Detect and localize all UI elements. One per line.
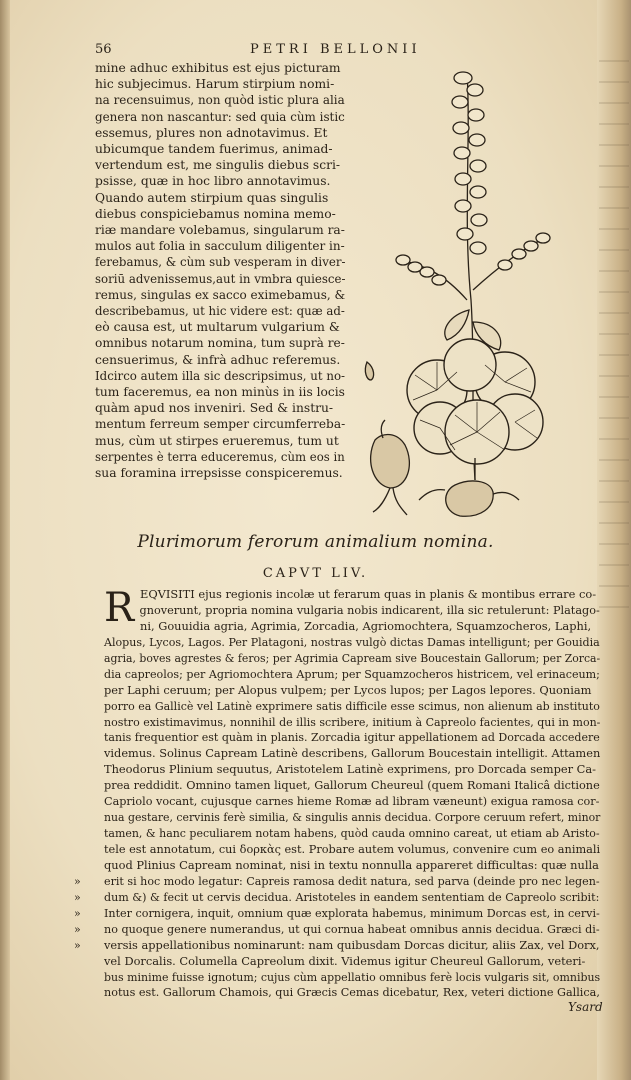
text-line: agria, boves agrestes & feros; per Agrimia Capream sive Boucestain Gallorum; per Zorca- — [104, 650, 601, 665]
text-line: ubicumque tandem fuerimus, animad- — [95, 142, 333, 157]
text-line: serpentes è terra educeremus, cùm eos in — [95, 449, 345, 464]
quote-mark: » — [74, 890, 81, 904]
text-line: genera non nascantur: sed quia cùm istic — [95, 109, 345, 124]
text-line: bus minime fuisse ignotum; cujus cùm appellatio omnibus ferè locis vulgaris sit, omnibus — [104, 969, 601, 984]
text-line: videmus. Solinus Capream Latinè describens, Gallorum Boucestain intelligit. Attamen — [104, 746, 601, 761]
text-line: gnoverunt, propria nomina vulgaria nobis indicarent, illa sic retulerunt: Platago- — [139, 602, 600, 617]
text-line: hic subjecimus. Harum stirpium nomi- — [95, 77, 335, 92]
text-line: Alopus, Lycos, Lagos. Per Platagoni, nostras vulgò dictas Damas intelligunt; per Gouidia — [104, 634, 600, 649]
text-line: nua gestare, cervinis ferè similia, & singulis annis decidua. Corpore ceruum refert, minor — [104, 810, 601, 825]
text-line: sua foramina irrepsisse conspiceremus. — [95, 466, 343, 481]
marginal-quote-marks — [74, 587, 94, 954]
drop-cap-initial: R — [104, 585, 135, 631]
text-line: Inter cornigera, inquit, omnium quæ explorata habemus, minimum Dorcas est, in cervi- — [104, 905, 600, 920]
text-line: essemus, plures non adnotavimus. Et — [95, 125, 328, 140]
plant-woodcut-illustration — [345, 60, 585, 520]
quote-mark: » — [74, 938, 81, 952]
text-line: mulos aut folia in sacculum diligenter in- — [95, 239, 345, 254]
chapter-body-text — [104, 587, 600, 1001]
text-line: censuerimus, & infrà adhuc referemus. — [95, 352, 341, 367]
text-line: ni, Gouuidia agria, Agrimia, Zorcadia, Agriomochtera, Squamzocheros, Laphi, — [140, 618, 592, 633]
text-line: tamen, & hanc peculiarem notam habens, quòd cauda omnino careat, ut etiam ab Aristo- — [104, 826, 600, 841]
text-line: prea reddidit. Omnino tamen liquet, Gallorum Cheureul (quem Romani Italicâ dictione — [104, 778, 600, 793]
text-line: psisse, quæ in hoc libro annotavimus. — [95, 174, 331, 189]
catchword: Ysard — [568, 1000, 603, 1014]
text-line: mentum ferreum semper circumferreba- — [95, 417, 346, 432]
text-line: porro ea Gallicè vel Latinè exprimere satis difficile esse scimus, non alienum ab instituto — [104, 698, 600, 713]
text-line: describebamus, ut hic videre est: quæ ad- — [95, 304, 345, 319]
text-line: EQVISITI ejus regionis incolæ ut ferarum quas in planis & montibus errare co- — [140, 587, 597, 601]
text-line: remus, singulas ex sacco eximebamus, & — [95, 287, 346, 302]
text-line: mus, cùm ut stirpes erueremus, tum ut — [95, 433, 339, 448]
chapter-heading: CAPVT LIV. — [262, 566, 369, 581]
text-line: vel Dorcalis. Columella Capreolum dixit. Videmus igitur Cheureul Gallorum, veteri- — [104, 953, 586, 968]
text-line: quod Plinius Capream nominat, nisi in textu nonnulla appareret difficultas: quæ nulla — [104, 857, 599, 872]
quote-mark: » — [74, 906, 81, 920]
text-line: per Laphi ceruum; per Alopus vulpem; per Lycos lupos; per Lagos lepores. Quoniam — [104, 682, 592, 697]
section-title: Plurimorum ferorum animalium nomina. — [137, 532, 494, 552]
text-line: versis appellationibus nominarunt: nam quibusdam Dorcas dicitur, aliis Zax, vel Dorx, — [104, 937, 600, 952]
text-line: dia capreolos; per Agriomochtera Aprum; per Squamzocheros histricem, vel erinaceum; — [104, 666, 600, 681]
text-line: Idcirco autem illa sic descripsimus, ut no- — [95, 368, 346, 383]
text-line: quàm apud nos inveniri. Sed & instru- — [95, 401, 334, 416]
text-line: diebus conspiciebamus nomina memo- — [95, 206, 336, 221]
text-line: mine adhuc exhibitus est ejus picturam — [95, 61, 341, 75]
text-line: tele est annotatum, cui δορκὰς est. Probare autem volumus, convenire cum eo animali — [104, 842, 601, 856]
text-line: Theodorus Plinium sequutus, Aristotelem Latinè exprimens, pro Dorcada semper Ca- — [104, 762, 597, 777]
text-line: Quando autem stirpium quas singulis — [95, 190, 329, 205]
text-line: ferebamus, & cùm sub vesperam in diver- — [95, 255, 346, 270]
text-line: soriū advenissemus,aut in vmbra quiesce- — [95, 271, 346, 286]
text-line: tum faceremus, ea non minùs in iis locis — [95, 385, 345, 400]
text-line: omnibus notarum nomina, tum suprà re- — [95, 336, 345, 351]
text-line: vertendum est, me singulis diebus scri- — [95, 158, 341, 173]
text-line: tanis frequentior est quàm in planis. Zorcadia igitur appellationem ad Dorcada accedere — [104, 730, 600, 745]
page-number: 56 — [95, 42, 112, 57]
text-line: nostro existimavimus, nonnihil de illis scribere, initium à Capreolo facientes, qui in mon- — [104, 714, 601, 729]
text-line: riæ mandare volebamus, singularum ra- — [95, 223, 345, 238]
text-line: na recensuimus, non quòd istic plura alia — [95, 93, 345, 108]
text-line: Capriolo vocant, cujusque carnes hieme Romæ ad libram væneunt) exigua ramosa cor- — [104, 794, 600, 809]
upper-column-text — [95, 60, 345, 481]
text-line: eò causa est, ut multarum vulgarium & — [95, 320, 340, 335]
quote-mark: » — [74, 875, 81, 888]
text-line: notus est. Gallorum Chamois, qui Græcis Cemas dicebatur, Rex, veteri dictione Gallica, — [104, 985, 600, 1000]
quote-mark: » — [74, 922, 81, 936]
text-line: dum &) & fecit ut cervis decidua. Aristoteles in eandem sententiam de Capreolo scribit: — [104, 889, 600, 904]
text-line: no quoque genere numerandus, ut qui cornua habeat omnibus annis decidua. Græci di- — [104, 921, 600, 936]
running-head: PETRI BELLONII — [250, 42, 421, 57]
text-line: erit si hoc modo legatur: Capreis ramosa dedit natura, sed parva (deinde pro nec legen- — [104, 873, 600, 888]
